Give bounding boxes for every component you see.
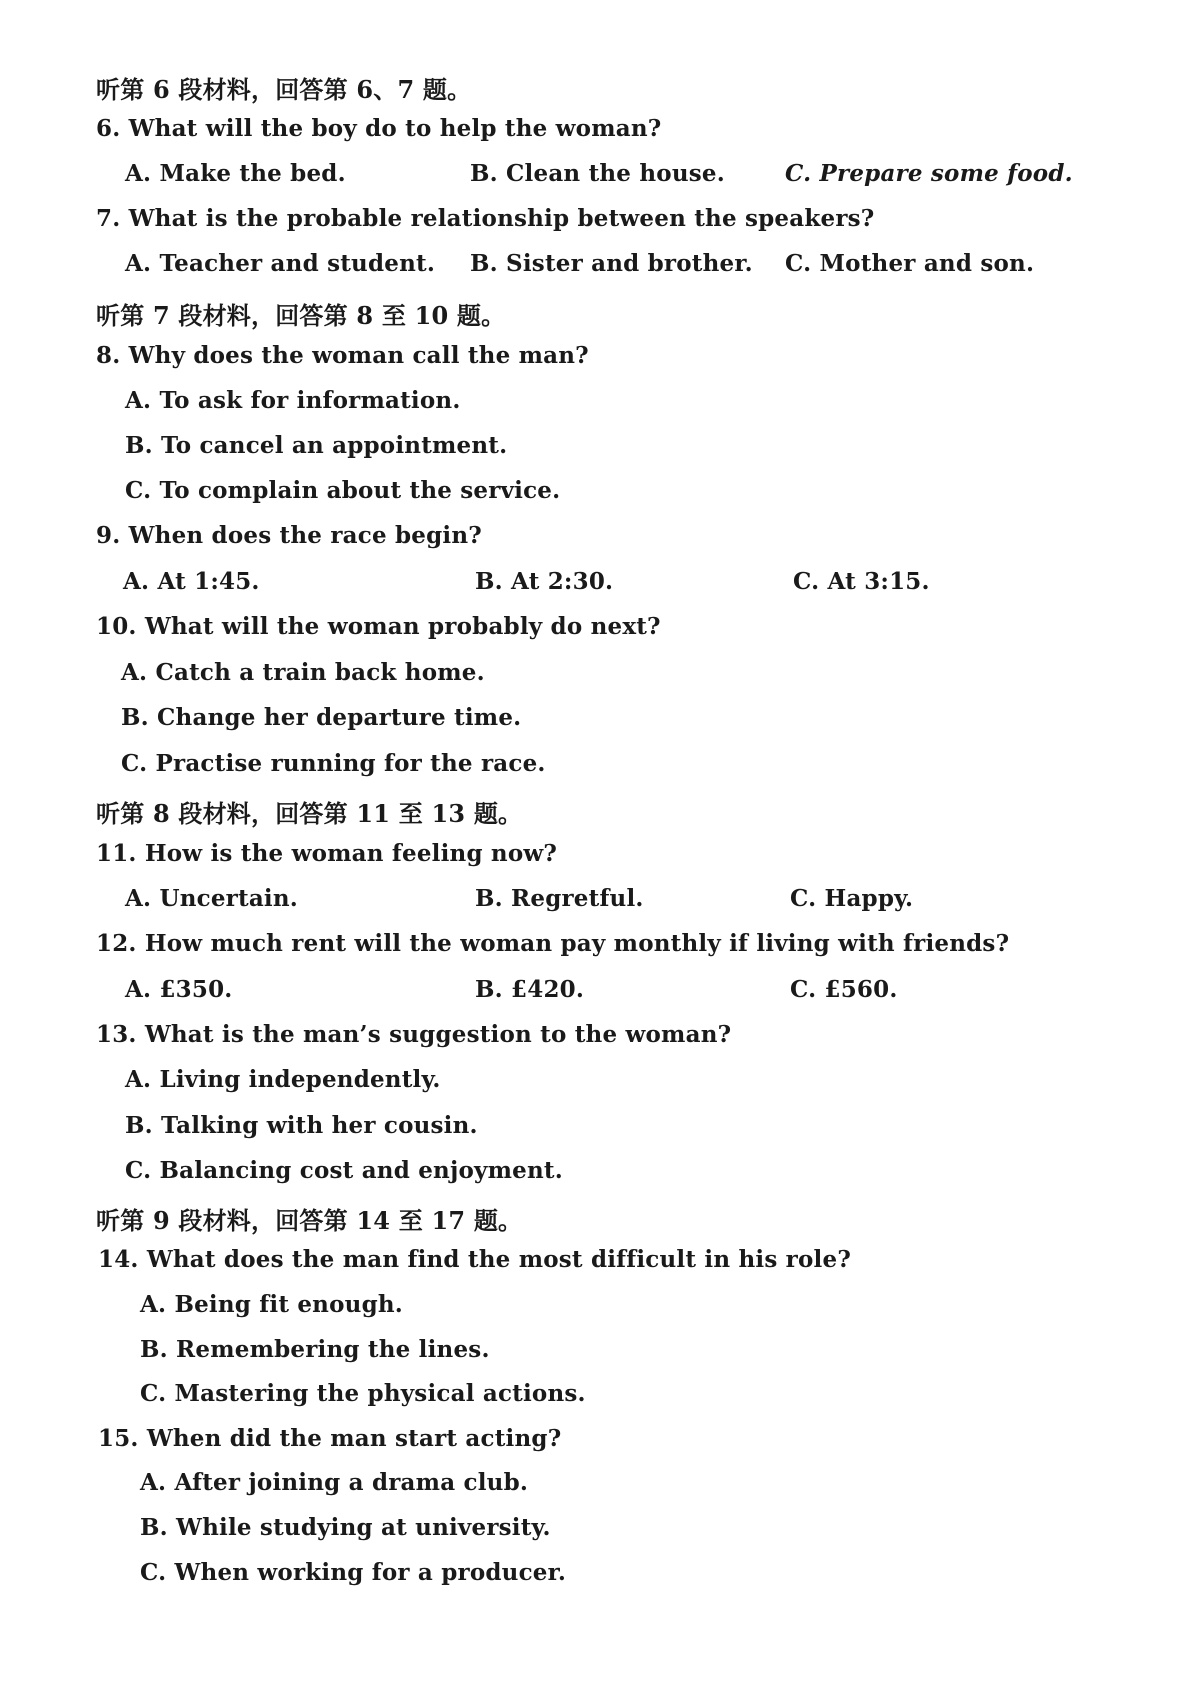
- question-12-option-b: B. £420.: [475, 976, 585, 1003]
- section-header-6: 听第 6 段材料，回答第 6、7 题。: [96, 75, 472, 104]
- question-10-option-b: B. Change her departure time.: [121, 704, 522, 731]
- question-10-stem: 10. What will the woman probably do next?: [96, 613, 661, 640]
- question-11-option-c: C. Happy.: [790, 885, 914, 912]
- question-12-option-a: A. £350.: [125, 976, 233, 1003]
- question-14-option-b: B. Remembering the lines.: [140, 1336, 490, 1363]
- question-8-stem: 8. Why does the woman call the man?: [96, 342, 589, 369]
- question-11-stem: 11. How is the woman feeling now?: [96, 840, 558, 867]
- question-7-stem: 7. What is the probable relationship between the speakers?: [96, 205, 875, 232]
- question-8-option-a: A. To ask for information.: [125, 387, 461, 414]
- question-8-option-c: C. To complain about the service.: [125, 477, 561, 504]
- question-12-option-c: C. £560.: [790, 976, 898, 1003]
- question-11-option-b: B. Regretful.: [475, 885, 644, 912]
- question-9-option-c: C. At 3:15.: [793, 568, 930, 595]
- question-13-option-b: B. Talking with her cousin.: [125, 1112, 478, 1139]
- question-15-stem: 15. When did the man start acting?: [98, 1425, 562, 1452]
- question-15-option-a: A. After joining a drama club.: [140, 1469, 529, 1496]
- question-10-option-a: A. Catch a train back home.: [121, 659, 485, 686]
- question-7-option-a: A. Teacher and student.: [125, 250, 436, 277]
- question-13-option-c: C. Balancing cost and enjoyment.: [125, 1157, 563, 1184]
- question-9-option-b: B. At 2:30.: [475, 568, 614, 595]
- question-10-option-c: C. Practise running for the race.: [121, 750, 546, 777]
- section-header-8: 听第 8 段材料，回答第 11 至 13 题。: [96, 799, 523, 828]
- question-12-stem: 12. How much rent will the woman pay monthly if living with friends?: [96, 930, 1010, 957]
- question-11-option-a: A. Uncertain.: [125, 885, 298, 912]
- question-6-option-c: C. Prepare some food.: [785, 160, 1073, 187]
- question-15-option-b: B. While studying at university.: [140, 1514, 551, 1541]
- question-15-option-c: C. When working for a producer.: [140, 1559, 567, 1586]
- question-6-option-b: B. Clean the house.: [470, 160, 725, 187]
- question-8-option-b: B. To cancel an appointment.: [125, 432, 508, 459]
- question-14-option-c: C. Mastering the physical actions.: [140, 1380, 586, 1407]
- question-13-option-a: A. Living independently.: [125, 1066, 441, 1093]
- question-6-stem: 6. What will the boy do to help the woman?: [96, 115, 662, 142]
- section-header-7: 听第 7 段材料，回答第 8 至 10 题。: [96, 301, 506, 330]
- question-14-stem: 14. What does the man find the most difficult in his role?: [98, 1246, 851, 1273]
- question-7-option-b: B. Sister and brother.: [470, 250, 753, 277]
- question-9-option-a: A. At 1:45.: [123, 568, 260, 595]
- question-9-stem: 9. When does the race begin?: [96, 522, 482, 549]
- question-6-option-a: A. Make the bed.: [125, 160, 346, 187]
- question-7-option-c: C. Mother and son.: [785, 250, 1035, 277]
- question-14-option-a: A. Being fit enough.: [140, 1291, 403, 1318]
- question-13-stem: 13. What is the man’s suggestion to the woman?: [96, 1021, 732, 1048]
- section-header-9: 听第 9 段材料，回答第 14 至 17 题。: [96, 1206, 523, 1235]
